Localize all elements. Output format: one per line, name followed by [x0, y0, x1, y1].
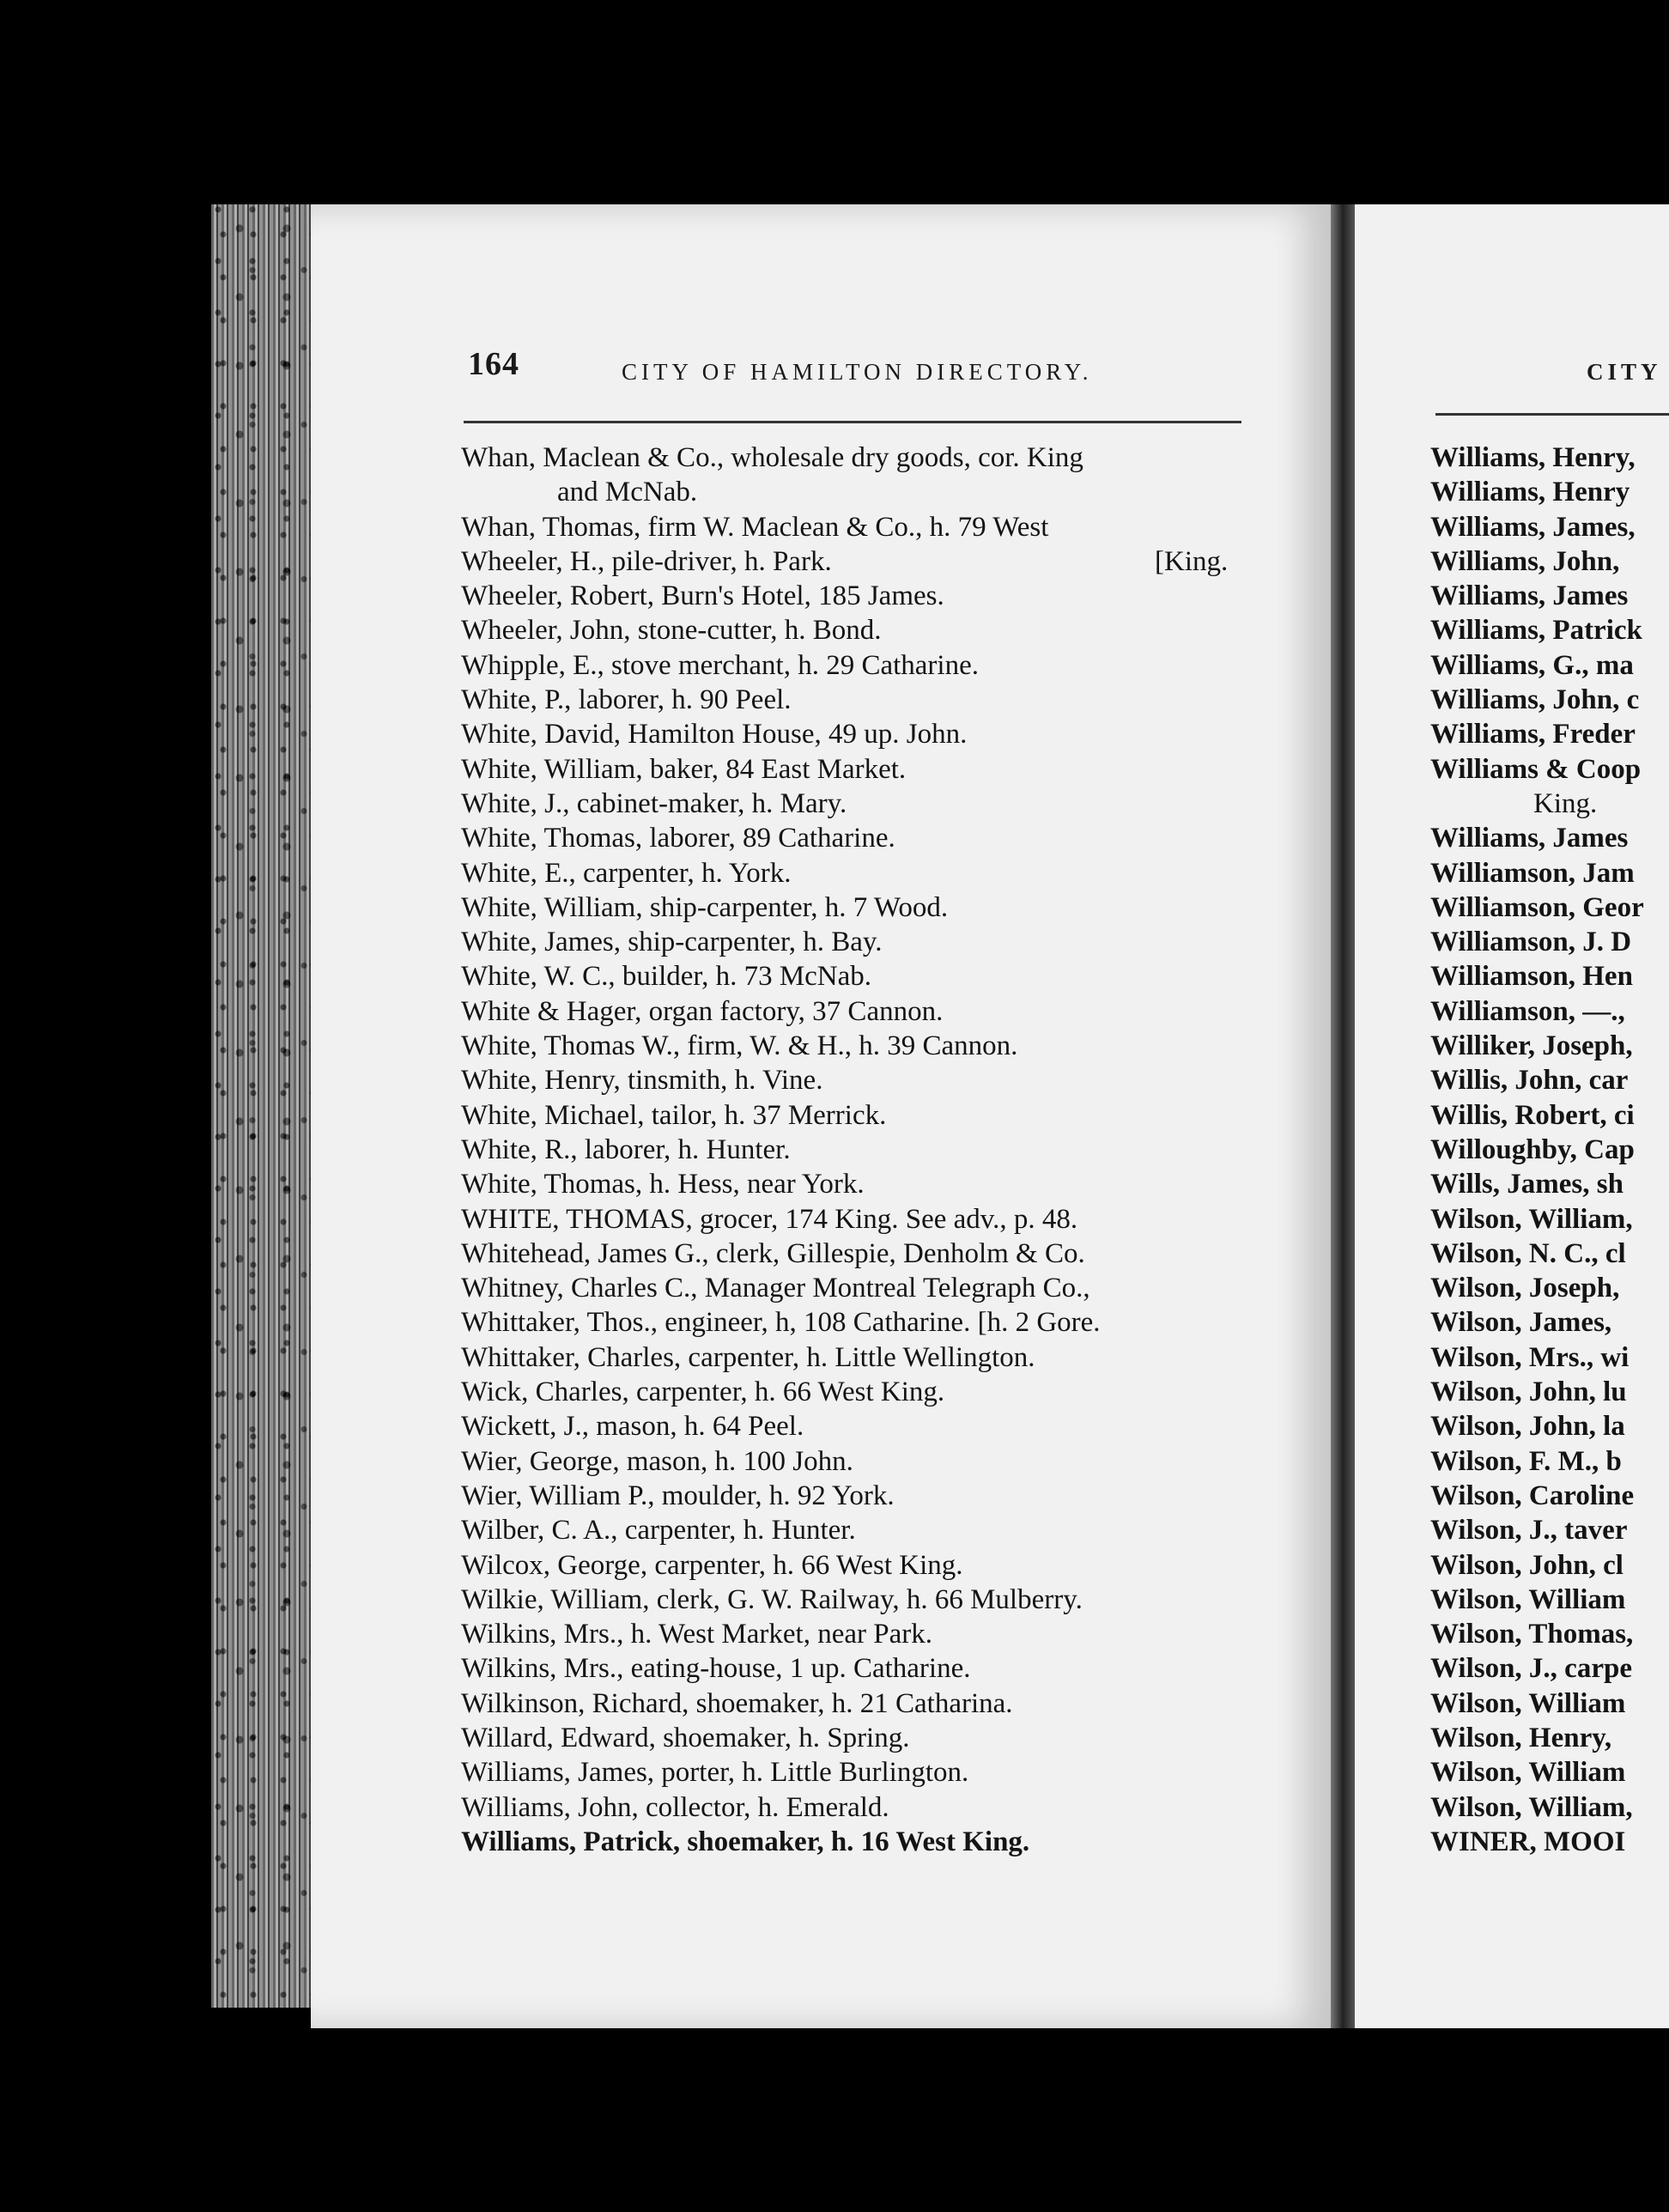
entry-text: Wilber, C. A., carpenter, h. Hunter. [461, 1515, 856, 1547]
directory-entry: Williams, Henry, [1430, 442, 1636, 473]
directory-entry [461, 1305, 1251, 1340]
entry-text: White, R., laborer, h. Hunter. [461, 1133, 791, 1165]
directory-entry: Wheeler, H., pile-driver, h. Park. [King. [461, 545, 1229, 577]
directory-entry [461, 994, 1251, 1029]
directory-entry: Wilson, William [1430, 1687, 1626, 1719]
directory-entry [461, 1202, 1251, 1237]
entry-text: Williams, James, porter, h. Little Burlington. [461, 1757, 969, 1789]
directory-entry [461, 441, 1251, 475]
directory-entry: Wilson, J., carpe [1430, 1653, 1632, 1685]
directory-entry [461, 1133, 1251, 1167]
directory-entry [461, 1340, 1251, 1375]
entry-text: Wheeler, John, stone-cutter, h. Bond. [461, 615, 882, 647]
directory-entry [461, 1029, 1251, 1063]
directory-entry: Wilson, Henry, [1430, 1722, 1612, 1753]
entry-text: White, Michael, tailor, h. 37 Merrick. [461, 1099, 887, 1131]
entry-text: Wier, George, mason, h. 100 John. [461, 1445, 853, 1477]
directory-entry: Williams, John, c [1430, 684, 1640, 716]
directory-entry [461, 1755, 1251, 1790]
directory-entry: Williker, Joseph, [1430, 1030, 1633, 1062]
directory-entry: Wilson, J., taver [1430, 1515, 1628, 1547]
directory-entry: WINER, MOOI [1430, 1826, 1626, 1857]
directory-entry [461, 1790, 1251, 1825]
right-header-rule [1435, 413, 1669, 416]
entry-text: White, E., carpenter, h. York. [461, 857, 792, 889]
directory-entry [461, 856, 1251, 890]
right-running-head: CITY [1587, 359, 1662, 385]
directory-entry [461, 683, 1251, 717]
entry-text: Willard, Edward, shoemaker, h. Spring. [461, 1722, 910, 1753]
directory-entry [461, 579, 1251, 613]
directory-entry [461, 1098, 1251, 1133]
directory-entry: Wilson, William, [1430, 1791, 1633, 1823]
directory-entry [461, 787, 1251, 821]
directory-entry: Wilson, Mrs., wi [1430, 1341, 1630, 1373]
directory-entry: Willis, John, car [1430, 1065, 1629, 1097]
entry-text: and McNab. [557, 477, 698, 508]
directory-entry: Wilson, F. M., b [1430, 1445, 1622, 1477]
directory-entry [461, 1409, 1251, 1443]
entry-text: Wilkins, Mrs., eating-house, 1 up. Catharine. [461, 1653, 971, 1685]
directory-entry [461, 717, 1251, 751]
entry-text: Whan, Thomas, firm W. Maclean & Co., h. 79 West [461, 511, 1049, 543]
directory-entry: Wilson, William [1430, 1757, 1626, 1789]
entry-text: Wilcox, George, carpenter, h. 66 West King. [461, 1549, 963, 1581]
directory-entry [461, 925, 1251, 959]
directory-entry: Wilson, John, la [1430, 1411, 1625, 1443]
directory-entry [461, 1583, 1251, 1617]
directory-entry [461, 613, 1251, 647]
directory-entry: Wilson, James, [1430, 1307, 1612, 1339]
entry-text: White, P., laborer, h. 90 Peel. [461, 684, 792, 716]
directory-entry: Williams, James, [1430, 511, 1636, 543]
directory-entry: Willoughby, Cap [1430, 1133, 1635, 1165]
directory-entry: Wilson, John, cl [1430, 1549, 1623, 1581]
directory-entry [461, 1479, 1251, 1513]
directory-entry: Wilson, Joseph, [1430, 1273, 1620, 1304]
directory-entry: Wills, James, sh [1430, 1169, 1623, 1200]
entry-text: White, David, Hamilton House, 49 up. John. [461, 719, 968, 750]
entry-text: Wilkins, Mrs., h. West Market, near Park. [461, 1619, 932, 1650]
directory-entry [461, 752, 1251, 787]
directory-entry [461, 1063, 1251, 1097]
directory-entries-left [461, 441, 1251, 1859]
entry-text: Wheeler, H., pile-driver, h. Park. [461, 545, 832, 577]
directory-entry: Williams, James [1430, 823, 1629, 854]
directory-entry [461, 475, 1251, 509]
book-page-edges [211, 204, 314, 2008]
directory-entry [461, 1651, 1251, 1686]
directory-entry: Williams, Henry [1430, 477, 1630, 508]
directory-entry [461, 959, 1251, 994]
directory-entry: Williams, John, [1430, 545, 1620, 577]
entry-text: White, William, baker, 84 East Market. [461, 753, 907, 785]
directory-entry: Williams, G., ma [1430, 649, 1634, 681]
entry-text: White & Hager, organ factory, 37 Cannon. [461, 995, 944, 1027]
entry-text: White, W. C., builder, h. 73 McNab. [461, 961, 872, 993]
directory-entry [461, 821, 1251, 855]
directory-entry: Williamson, J. D [1430, 927, 1632, 958]
directory-entry [461, 1825, 1251, 1859]
directory-entry [461, 1721, 1251, 1755]
entry-text: White, Thomas W., firm, W. & H., h. 39 Cannon. [461, 1030, 1018, 1062]
entry-text: Williams, John, collector, h. Emerald. [461, 1791, 889, 1823]
entry-text: Whittaker, Thos., engineer, h, 108 Catharine. [h. 2 Gore. [461, 1307, 1101, 1339]
entry-text: White, Thomas, h. Hess, near York. [461, 1169, 865, 1200]
directory-entry [461, 1444, 1251, 1479]
directory-entry [461, 1513, 1251, 1547]
directory-entry: Williams, James [1430, 580, 1629, 612]
entry-text: Wilkinson, Richard, shoemaker, h. 21 Catharina. [461, 1687, 1013, 1719]
running-head: CITY OF HAMILTON DIRECTORY. [622, 359, 1093, 385]
entry-text: Wheeler, Robert, Burn's Hotel, 185 James. [461, 580, 944, 612]
entry-text: White, William, ship-carpenter, h. 7 Wood. [461, 891, 949, 923]
directory-entry [461, 1271, 1251, 1305]
directory-entry: Williamson, Geor [1430, 891, 1644, 923]
entry-text: White, James, ship-carpenter, h. Bay. [461, 927, 883, 958]
directory-entry [461, 1548, 1251, 1583]
directory-entry [461, 1375, 1251, 1409]
entry-text: White, J., cabinet-maker, h. Mary. [461, 787, 847, 819]
entry-text: Wickett, J., mason, h. 64 Peel. [461, 1411, 804, 1443]
entry-text: White, Henry, tinsmith, h. Vine. [461, 1065, 823, 1097]
entry-text: Wick, Charles, carpenter, h. 66 West King. [461, 1376, 945, 1408]
directory-entry: Willis, Robert, ci [1430, 1099, 1635, 1131]
directory-entries-right [1430, 441, 1669, 1859]
directory-entry: Wilson, N. C., cl [1430, 1237, 1626, 1269]
directory-entry: Williams, Freder [1430, 719, 1636, 750]
directory-entry: Williams & Coop [1430, 753, 1642, 785]
directory-entry [461, 1617, 1251, 1651]
entry-text: WHITE, THOMAS, grocer, 174 King. See adv., p. 48. [461, 1203, 1078, 1235]
directory-entry [461, 1686, 1251, 1721]
directory-entry: Williamson, Hen [1430, 961, 1633, 993]
directory-entry [461, 890, 1251, 925]
entry-text: White, Thomas, laborer, 89 Catharine. [461, 823, 895, 854]
entry-text: Whipple, E., stove merchant, h. 29 Catharine. [461, 649, 979, 681]
directory-entry [461, 510, 1251, 544]
entry-text: Whan, Maclean & Co., wholesale dry goods, cor. King [461, 442, 1083, 473]
entry-text: Wilkie, William, clerk, G. W. Railway, h. 66 Mulberry. [461, 1583, 1083, 1615]
directory-entry: Wilson, Caroline [1430, 1480, 1635, 1511]
directory-entry: Wilson, William [1430, 1583, 1626, 1615]
header-rule [464, 421, 1241, 423]
directory-entry: Wilson, William, [1430, 1203, 1633, 1235]
directory-entry: King. [1533, 787, 1598, 819]
directory-entry: Wilson, Thomas, [1430, 1619, 1634, 1650]
entry-text: Wier, William P., moulder, h. 92 York. [461, 1480, 895, 1511]
directory-entry: Williamson, —., [1430, 995, 1625, 1027]
directory-entry [461, 1237, 1251, 1271]
page-number: 164 [468, 346, 519, 382]
entry-text: Whitney, Charles C., Manager Montreal Telegraph Co., [461, 1273, 1090, 1304]
directory-entry: Williamson, Jam [1430, 857, 1635, 889]
directory-entry [461, 648, 1251, 683]
book-gutter [1331, 204, 1355, 2028]
directory-entry: Wilson, John, lu [1430, 1376, 1627, 1408]
entry-text: Whittaker, Charles, carpenter, h. Little Wellington. [461, 1341, 1035, 1373]
directory-entry [461, 1167, 1251, 1201]
directory-entry: Williams, Patrick [1430, 615, 1642, 647]
entry-text: Williams, Patrick, shoemaker, h. 16 West King. [461, 1826, 1030, 1857]
entry-text: Whitehead, James G., clerk, Gillespie, Denholm & Co. [461, 1237, 1085, 1269]
